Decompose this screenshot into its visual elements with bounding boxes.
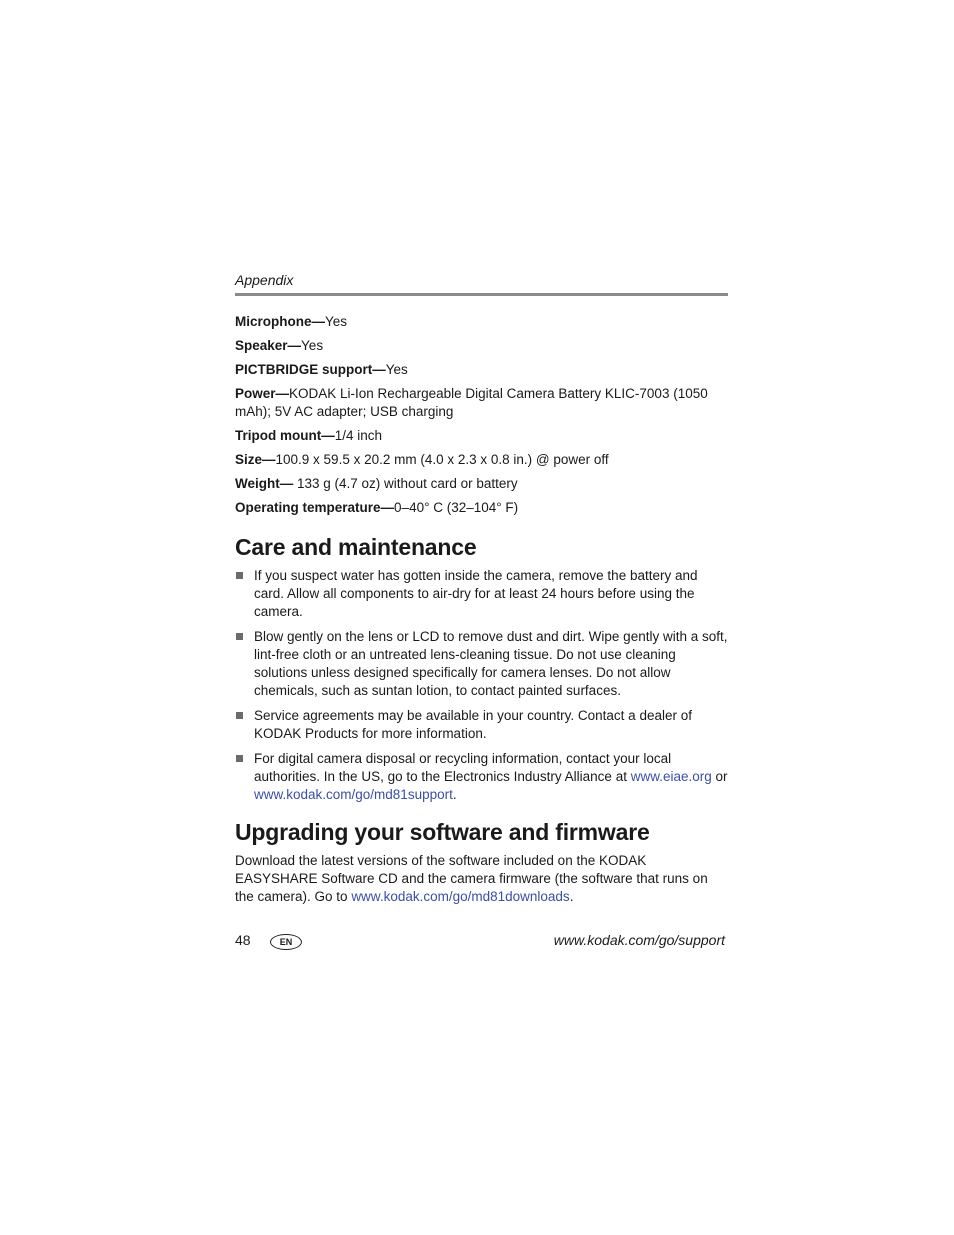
upgrade-text-end: .	[569, 889, 574, 904]
footer-url: www.kodak.com/go/support	[553, 932, 725, 948]
bullet-square-icon	[236, 712, 243, 719]
spec-value: 1/4 inch	[334, 428, 383, 443]
page-content	[235, 270, 728, 906]
list-item-text: .	[452, 787, 457, 802]
upgrade-text: Download the latest versions of the software included on the KODAK EASYSHARE Software CD and the camera firmware (the software that runs on the camera). Go to	[235, 853, 708, 904]
upgrade-heading: Upgrading your software and firmware	[235, 819, 650, 845]
spec-label: Size—	[235, 452, 276, 467]
spec-label: Weight—	[235, 476, 294, 491]
list-item-text: If you suspect water has gotten inside the camera, remove the battery and card. Allow all components to air-dry for at least 24 hours before using the camera.	[254, 568, 698, 619]
spec-size	[235, 451, 728, 469]
spec-weight	[235, 475, 728, 493]
bullet-square-icon	[236, 633, 243, 640]
kodak-downloads-link[interactable]: www.kodak.com/go/md81downloads	[351, 889, 570, 904]
list-item-text: For digital camera disposal or recycling information, contact your local authorities. In the US, go to the Electronics Industry Alliance at	[254, 751, 672, 784]
spec-power	[235, 385, 728, 421]
bullet-square-icon	[236, 572, 243, 579]
language-en-icon: EN	[270, 934, 302, 950]
header-rule	[235, 293, 728, 296]
spec-label: Speaker—	[235, 338, 302, 353]
spec-microphone	[235, 313, 728, 331]
spec-label: Power—	[235, 386, 290, 401]
care-list	[235, 567, 728, 804]
list-item-text: Blow gently on the lens or LCD to remove dust and dirt. Wipe gently with a soft, lint-free cloth or an untreated lens-cleaning tissue. Do not use cleaning solutions unless designed specifically for camera lenses. Do not allow chemicals, such as suntan lotion, to contact painted surfaces.	[254, 629, 728, 698]
care-heading: Care and maintenance	[235, 534, 477, 560]
spec-label: Microphone—	[235, 314, 325, 329]
spec-tripod-mount	[235, 427, 728, 445]
spec-value: KODAK Li-Ion Rechargeable Digital Camera Battery KLIC-7003 (1050 mAh); 5V AC adapter; USB charging	[235, 386, 708, 419]
spec-speaker	[235, 337, 728, 355]
spec-pictbridge	[235, 361, 728, 379]
list-item	[235, 628, 728, 700]
spec-list	[235, 313, 728, 517]
running-header: Appendix	[235, 272, 294, 288]
list-item	[235, 750, 728, 804]
spec-value: Yes	[301, 338, 324, 353]
bullet-square-icon	[236, 755, 243, 762]
list-item	[235, 567, 728, 621]
list-item	[235, 707, 728, 743]
upgrade-paragraph	[235, 852, 728, 906]
spec-value: Yes	[385, 362, 408, 377]
page-footer	[235, 930, 725, 954]
spec-label: Operating temperature—	[235, 500, 395, 515]
spec-value: 100.9 x 59.5 x 20.2 mm (4.0 x 2.3 x 0.8 in.) @ power off	[275, 452, 609, 467]
kodak-support-link[interactable]: www.kodak.com/go/md81support	[254, 787, 453, 802]
spec-value: 133 g (4.7 oz) without card or battery	[293, 476, 518, 491]
spec-label: PICTBRIDGE support—	[235, 362, 386, 377]
list-item-text: or	[711, 769, 728, 784]
spec-value: 0–40° C (32–104° F)	[394, 500, 519, 515]
spec-value: Yes	[325, 314, 348, 329]
spec-label: Tripod mount—	[235, 428, 335, 443]
spec-operating-temperature	[235, 499, 728, 517]
list-item-text: Service agreements may be available in your country. Contact a dealer of KODAK Products for more information.	[254, 708, 692, 741]
page-number: 48	[235, 932, 251, 948]
eiae-link[interactable]: www.eiae.org	[630, 769, 712, 784]
